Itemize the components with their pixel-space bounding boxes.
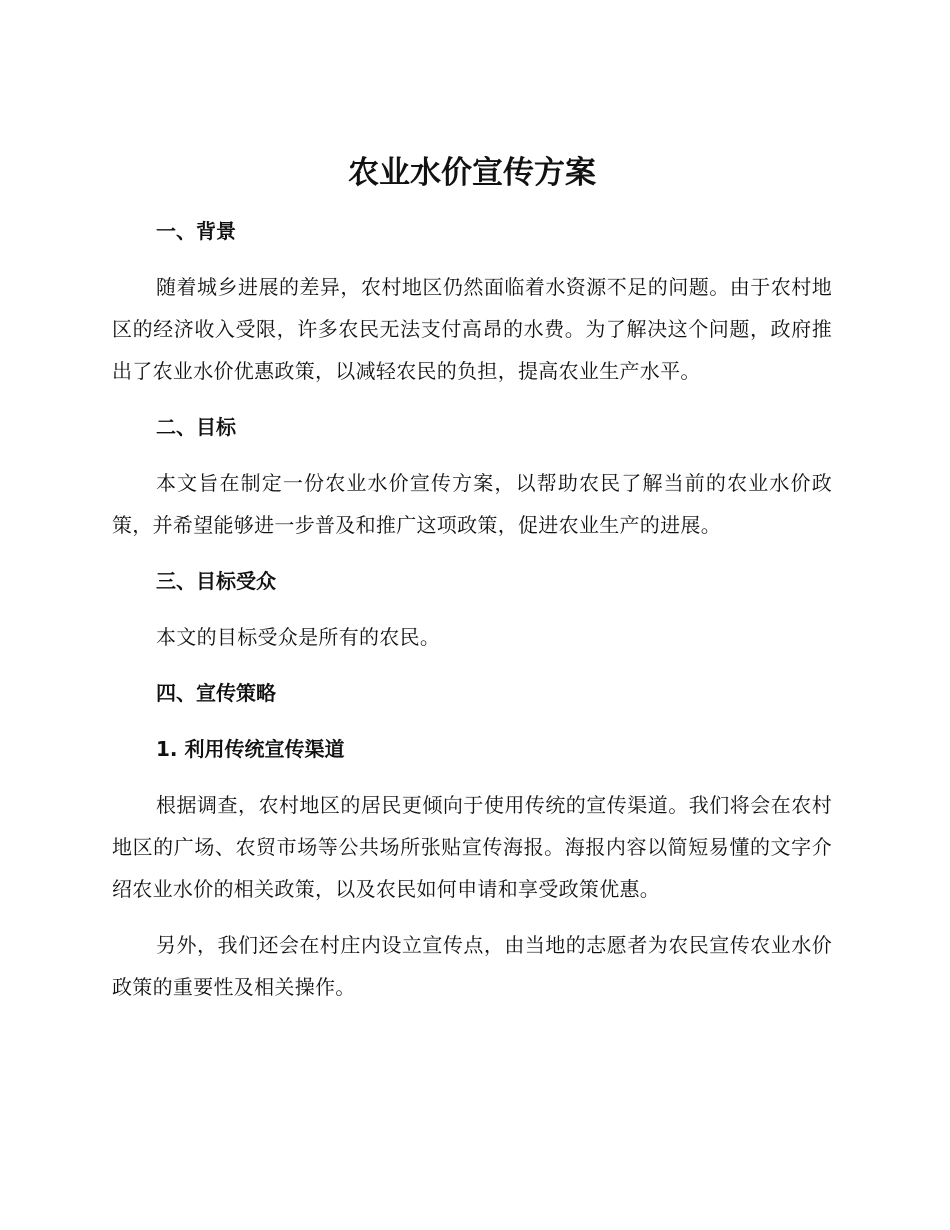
section-heading-background: 一、背景	[156, 219, 236, 243]
paragraph-audience: 本文的目标受众是所有的农民。	[156, 625, 441, 649]
section-heading-goal: 二、目标	[156, 415, 236, 439]
section-heading-strategy: 四、宣传策略	[156, 681, 276, 705]
paragraph-strategy-1: 根据调查，农村地区的居民更倾向于使用传统的宣传渠道。我们将会在农村地区的广场、农贸市场等公共场所张贴宣传海报。海报内容以简短易懂的文字介绍农业水价的相关政策，以及农民如何申请和享受政策优惠。	[112, 793, 832, 901]
paragraph-strategy-2: 另外，我们还会在村庄内设立宣传点，由当地的志愿者为农民宣传农业水价政策的重要性及相关操作。	[112, 933, 832, 999]
document-body	[112, 148, 832, 1008]
section-heading-audience: 三、目标受众	[156, 569, 276, 593]
document-title: 农业水价宣传方案	[348, 155, 596, 191]
paragraph-goal: 本文旨在制定一份农业水价宣传方案，以帮助农民了解当前的农业水价政策，并希望能够进一步普及和推广这项政策，促进农业生产的进展。	[112, 471, 832, 537]
subheading-traditional-channels: 1. 利用传统宣传渠道	[156, 737, 345, 761]
paragraph-background: 随着城乡进展的差异，农村地区仍然面临着水资源不足的问题。由于农村地区的经济收入受限，许多农民无法支付高昂的水费。为了解决这个问题，政府推出了农业水价优惠政策，以减轻农民的负担，提高农业生产水平。	[112, 275, 832, 383]
